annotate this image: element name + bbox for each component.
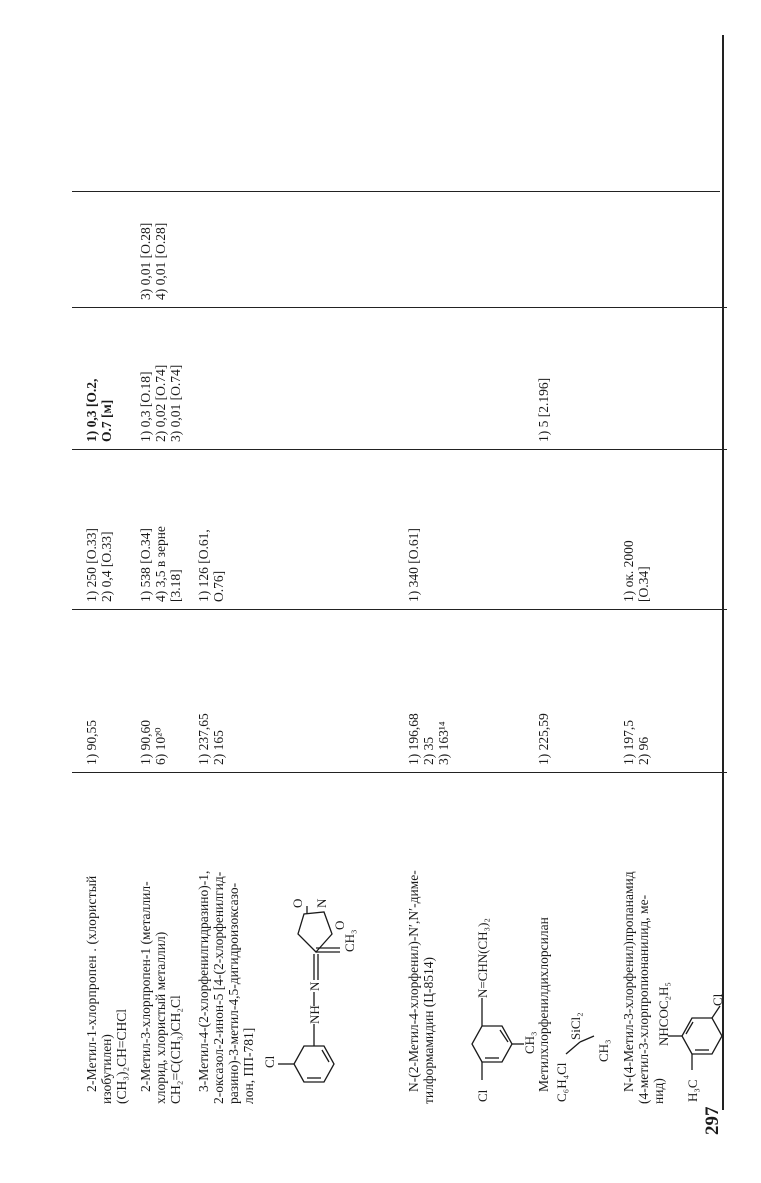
svg-text:O: O [290, 898, 305, 908]
column-divider [72, 609, 727, 610]
value-cell: 1) 126 [O.61, O.76] [196, 529, 226, 602]
column-divider [72, 772, 727, 773]
svg-text:Cl: Cl [475, 1089, 490, 1102]
substance-name: 2-Метил-1-хлорпропен . (хлористый изобутилен) (CH₃)₂CH=CHCl [84, 777, 129, 1104]
svg-text:N=CHN(CH₃)₂: N=CHN(CH₃)₂ [475, 918, 490, 998]
page-number: 297 [702, 1106, 723, 1135]
formula: (CH₃)₂CH=CHCl [114, 1008, 129, 1104]
molar-mass-cell: 1) 196,68 2) 35 3) 163¹⁴ [406, 713, 451, 765]
molar-mass-cell: 1) 197,5 2) 96 [621, 720, 651, 765]
svg-text:NHCOC₂H₅: NHCOC₂H₅ [656, 982, 671, 1046]
value-cell: 1) 538 [O.34] 4) 3,5 в зерне [3.18] [138, 526, 183, 602]
svg-text:H₃C: H₃C [685, 1079, 700, 1102]
molar-mass-cell: 1) 90,55 [84, 720, 99, 765]
value-cell: 3) 0,01 [O.28] 4) 0,01 [O.28] [138, 222, 168, 300]
value-cell: 1) ок. 2000 [O.34] [621, 540, 651, 602]
rotated-table [72, 35, 727, 1110]
svg-text:Cl: Cl [262, 1055, 277, 1068]
column-divider [72, 449, 727, 450]
chemical-structure [656, 882, 727, 1102]
chemical-structure [444, 802, 539, 1102]
svg-text:CH₃: CH₃ [522, 1031, 537, 1054]
substance-name: N-(4-Метил-3-хлорфенил)пропанамид (4-метил-3-хлорпропионанилид, ме- нид) [621, 871, 666, 1104]
value-cell: 1) 0,3 [O.2, O.7 [м] [84, 378, 114, 442]
chemical-structure [262, 772, 377, 1102]
substance-name: N-(2-Метил-4-хлорфенил)-N′,N′-диме- тилформамидин (Ц-8514) [406, 870, 436, 1104]
svg-text:SiCl₂: SiCl₂ [568, 1012, 583, 1040]
svg-text:Cl: Cl [710, 993, 725, 1006]
substance-name: Метилхлорфенилдихлорсилан [536, 917, 551, 1092]
svg-text:CH₃: CH₃ [596, 1039, 611, 1062]
column-divider [72, 191, 720, 192]
svg-text:NH: NH [307, 1005, 322, 1024]
molar-mass-cell: 1) 237,65 2) 165 [196, 713, 226, 765]
svg-text:N: N [307, 981, 322, 991]
formula: CH₂=C(CH₃)CH₂Cl [168, 995, 183, 1104]
value-cell: 1) 0,3 [O.18] 2) 0,02 [O.74] 3) 0,01 [O.74] [138, 364, 183, 442]
chemical-structure [550, 942, 617, 1102]
svg-text:N: N [314, 898, 329, 908]
value-cell: 1) 250 [O.33] 2) 0,4 [O.33] [84, 528, 114, 602]
svg-text:CH₃: CH₃ [342, 929, 357, 952]
svg-text:C₆H₄Cl: C₆H₄Cl [554, 1062, 569, 1102]
molar-mass-cell: 1) 90,60 6) 10²⁰ [138, 720, 168, 765]
value-cell: 1) 5 [2.196] [536, 377, 551, 442]
substance-name: 3-Метил-4-(2-хлорфенилгидразино)-1, 2-оксазол-2-инон-5 [4-(2-хлорфенилгид- разино)-3-метил-4,5-дигидроизоксазо- лон, ПП-781] [196, 870, 256, 1104]
svg-text:O: O [332, 920, 347, 930]
value-cell: 1) 340 [O.61] [406, 528, 421, 602]
molar-mass-cell: 1) 225,59 [536, 713, 551, 765]
column-divider [72, 307, 727, 308]
substance-name: 2-Метил-3-хлорпропен-1 (металлил- хлорид, хлористый металлил) CH₂=C(CH₃)CH₂Cl [138, 777, 183, 1104]
